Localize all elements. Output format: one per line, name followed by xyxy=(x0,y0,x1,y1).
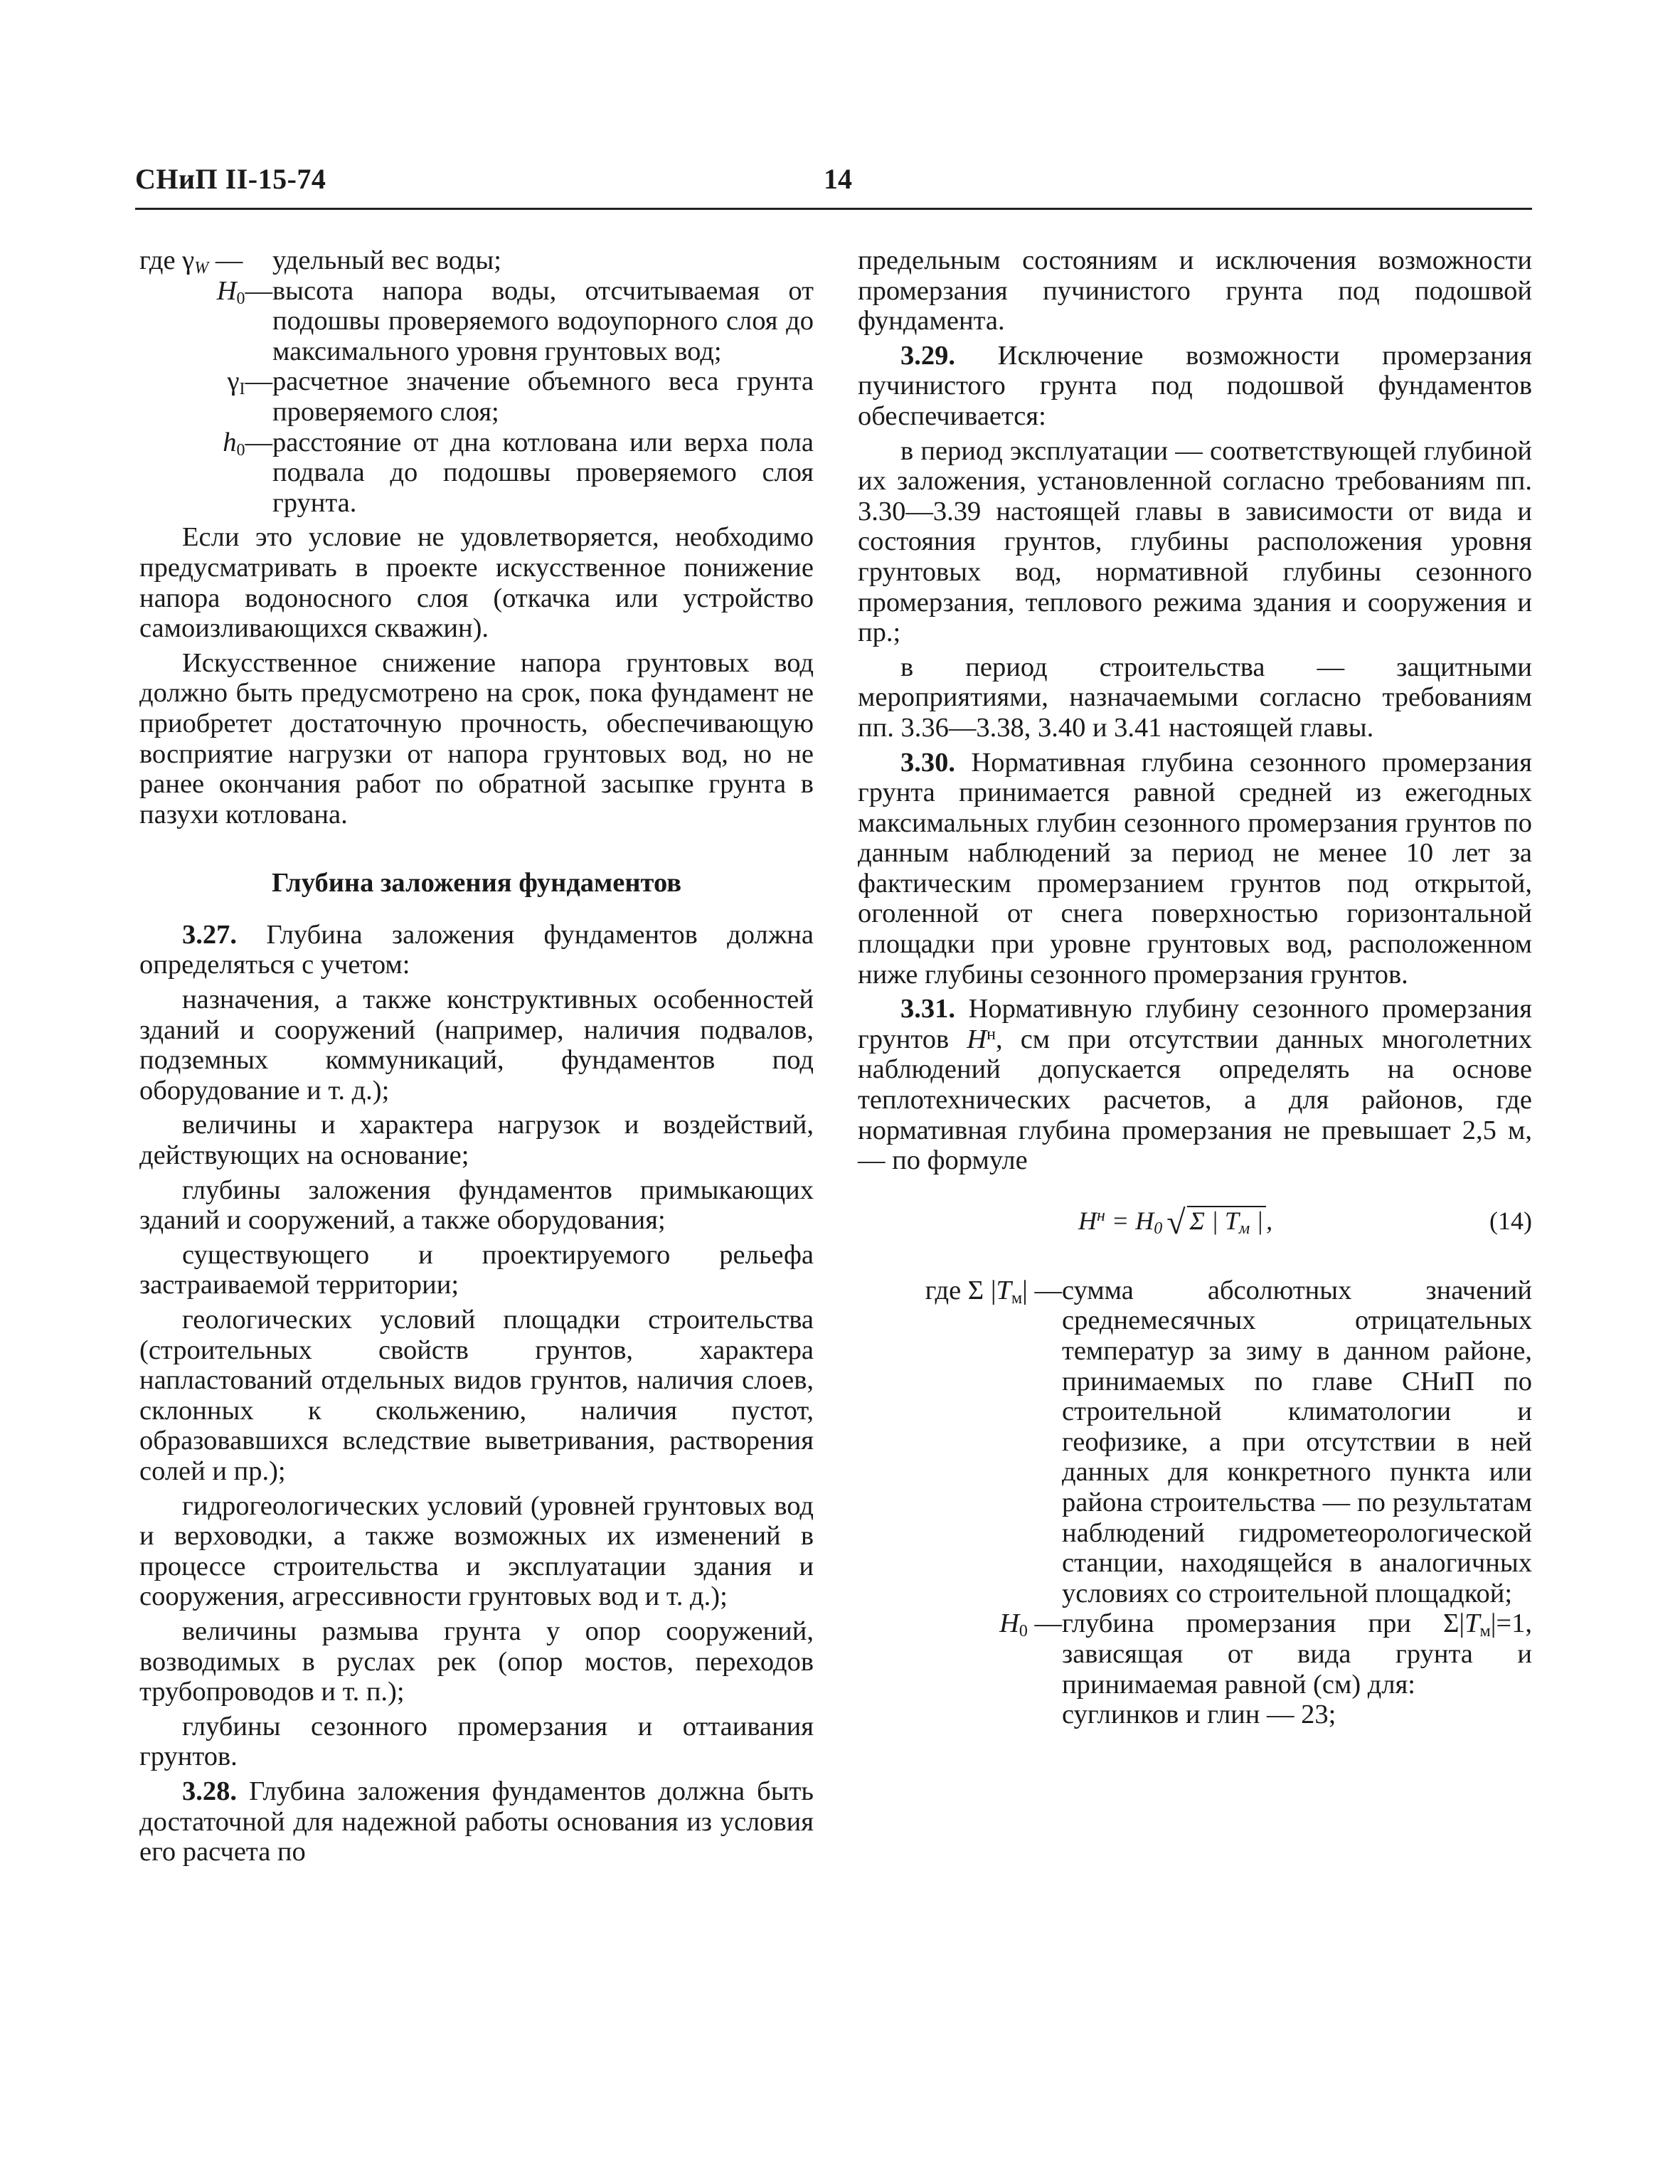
definition-item xyxy=(139,428,814,519)
definition-text: расстояние от дна котлована или верха пола подвала до подошвы проверяемого слоя грунта. xyxy=(272,427,814,518)
factor-item: величины и характера нагрузок и воздействий, действующих на основание; xyxy=(139,1110,814,1171)
clause-text: Нормативную глубину сезонного промерзания грунтов $H^н$, см при отсутствии данных многолетних наблюдений допускается определять на основе теплотехнических расчетов, а для районов, где нормативная глубина промерзания не превышает 2,5 м, — по формуле xyxy=(858,994,1532,1176)
right-column xyxy=(858,245,1532,1730)
factor-item: существующего и проектируемого рельефа застраиваемой территории; xyxy=(139,1239,814,1300)
clause-number: 3.30. xyxy=(900,747,955,778)
definition-text: высота напора воды, отсчитываемая от подошвы проверяемого водоупорного слоя до максимального уровня грунтовых вод; xyxy=(272,275,814,366)
paragraph-construction-period: в период строительства — защитными мероприятиями, назначаемыми согласно требованиям пп. 3.36—3.38, 3.40 и 3.41 настоящей главы. xyxy=(858,652,1532,743)
clause-3-27 xyxy=(139,920,814,980)
section-heading: Глубина заложения фундаментов xyxy=(271,868,682,898)
definition-item xyxy=(139,245,814,276)
definition-symbol: $h_0—$ xyxy=(223,427,272,460)
factor-item: гидрогеологических условий (уровней грунтовых вод и верховодки, а также возможных их изменений в процессе строительства и эксплуатации здания и сооружения, агрессивности грунтовых вод и т. д.); xyxy=(139,1490,814,1612)
definition-item xyxy=(858,1276,1532,1609)
definition-symbol: $\gamma_I—$ xyxy=(227,366,272,399)
factor-item: геологических условий площадки строительства (строительных свойств грунтов, характера напластований отдельных видов грунтов, наличия слоев, склонных к скольжению, наличия пустот, образовавшихся вследствие выветривания, растворения солей и пр.); xyxy=(139,1305,814,1486)
page-header xyxy=(135,162,1532,205)
document-code: СНиП II-15-74 xyxy=(135,163,326,195)
paragraph-operation-period: в период эксплуатации — соответствующей глубиной их заложения, установленной согласно требованиям пп. 3.30—3.39 настоящей главы в зависимости от вида и состояния грунтов, глубины расположения уровня грунтовых вод, нормативной глубины сезонного промерзания, теплового режима здания и сооружения и пр.; xyxy=(858,435,1532,648)
clause-3-28 xyxy=(139,1776,814,1867)
definition-symbol: где Σ $|T_м|$ — xyxy=(925,1275,1062,1308)
definition-symbol: где $\gamma_W$ — xyxy=(139,245,243,277)
formula-14 xyxy=(858,1194,1532,1254)
left-column xyxy=(139,245,814,1867)
clause-3-30 xyxy=(858,748,1532,990)
header-rule xyxy=(135,208,1532,210)
definition-text: сумма абсолютных значений среднемесячных отрицательных температур за зиму в данном районе, принимаемых по главе СНиП по строительной климатологии и геофизике, а при отсутствии в ней данных для конкретного пункта или района строительства — по результатам наблюдений гидрометеорологической станции, находящейся в аналогичных условиях со строительной площадкой; xyxy=(1062,1275,1532,1608)
clause-number: 3.31. xyxy=(900,994,955,1024)
clause-text: Глубина заложения фундаментов должна быть достаточной для надежной работы основания из условия его расчета по xyxy=(139,1776,814,1867)
formula-expression: $H^н = H_0$ √ Σ | $T_м$ | , xyxy=(1078,1203,1273,1241)
clause-text: Исключение возможности промерзания пучинистого грунта под подошвой фундаментов обеспечивается: xyxy=(858,340,1532,431)
definition-text: глубина промерзания при $\Sigma|T_м|=1$, зависящая от вида грунта и принимаемая равной (см) для: xyxy=(1062,1608,1532,1700)
definition-item xyxy=(139,276,814,367)
formula-symbol-definitions xyxy=(858,1276,1532,1700)
page-number: 14 xyxy=(824,163,852,195)
clause-text: Нормативная глубина сезонного промерзания грунта принимается равной средней из ежегодных максимальных глубин сезонного промерзания грунтов по данным наблюдений за период не менее 10 лет за фактическим промерзанием грунтов под открытой, оголенной от снега поверхностью горизонтальной площадки при уровне грунтовых вод, расположенном ниже глубины сезонного промерзания грунтов. xyxy=(858,747,1532,990)
clause-number: 3.27. xyxy=(182,919,237,950)
paragraph-condition: Если это условие не удовлетворяется, необходимо предусматривать в проекте искусственное понижение напора водоносного слоя (откачка или устройство самоизливающихся скважин). xyxy=(139,522,814,644)
symbol-definitions xyxy=(139,245,814,518)
clause-number: 3.28. xyxy=(182,1776,237,1806)
definition-text: расчетное значение объемного веса грунта проверяемого слоя; xyxy=(272,366,814,427)
clause-number: 3.29. xyxy=(900,340,955,371)
definition-symbol: $H_0$ — xyxy=(999,1608,1062,1641)
factor-item: назначения, а также конструктивных особенностей зданий и сооружений (например, наличия подвалов, подземных коммуникаций, фундаментов под оборудование и т. д.); xyxy=(139,985,814,1106)
definition-text: удельный вес воды; xyxy=(272,245,501,275)
clause-3-31 xyxy=(858,994,1532,1176)
factor-item: величины размыва грунта у опор сооружений, возводимых в руслах рек (опор мостов, переходов трубопроводов и т. п.); xyxy=(139,1616,814,1707)
factor-item: глубины заложения фундаментов примыкающих зданий и сооружений, а также оборудования; xyxy=(139,1175,814,1236)
definition-item xyxy=(139,366,814,427)
soil-value-line: суглинков и глин — 23; xyxy=(1062,1700,1336,1730)
definition-item xyxy=(858,1608,1532,1700)
paragraph-continuation: предельным состояниям и исключения возможности промерзания пучинистого грунта под подошвой фундамента. xyxy=(858,245,1532,336)
definition-symbol: $H_0—$ xyxy=(216,275,272,308)
formula-number: (14) xyxy=(1489,1206,1532,1235)
factor-list xyxy=(139,985,814,1772)
paragraph-artificial-lowering: Искусственное снижение напора грунтовых вод должно быть предусмотрено на срок, пока фундамент не приобретет достаточную прочность, обеспечивающую восприятие нагрузки от напора грунтовых вод, но не ранее окончания работ по обратной засыпке грунта в пазухи котлована. xyxy=(139,647,814,829)
clause-text: Глубина заложения фундаментов должна определяться с учетом: xyxy=(139,919,814,980)
factor-item: глубины сезонного промерзания и оттаивания грунтов. xyxy=(139,1711,814,1772)
clause-3-29 xyxy=(858,341,1532,432)
